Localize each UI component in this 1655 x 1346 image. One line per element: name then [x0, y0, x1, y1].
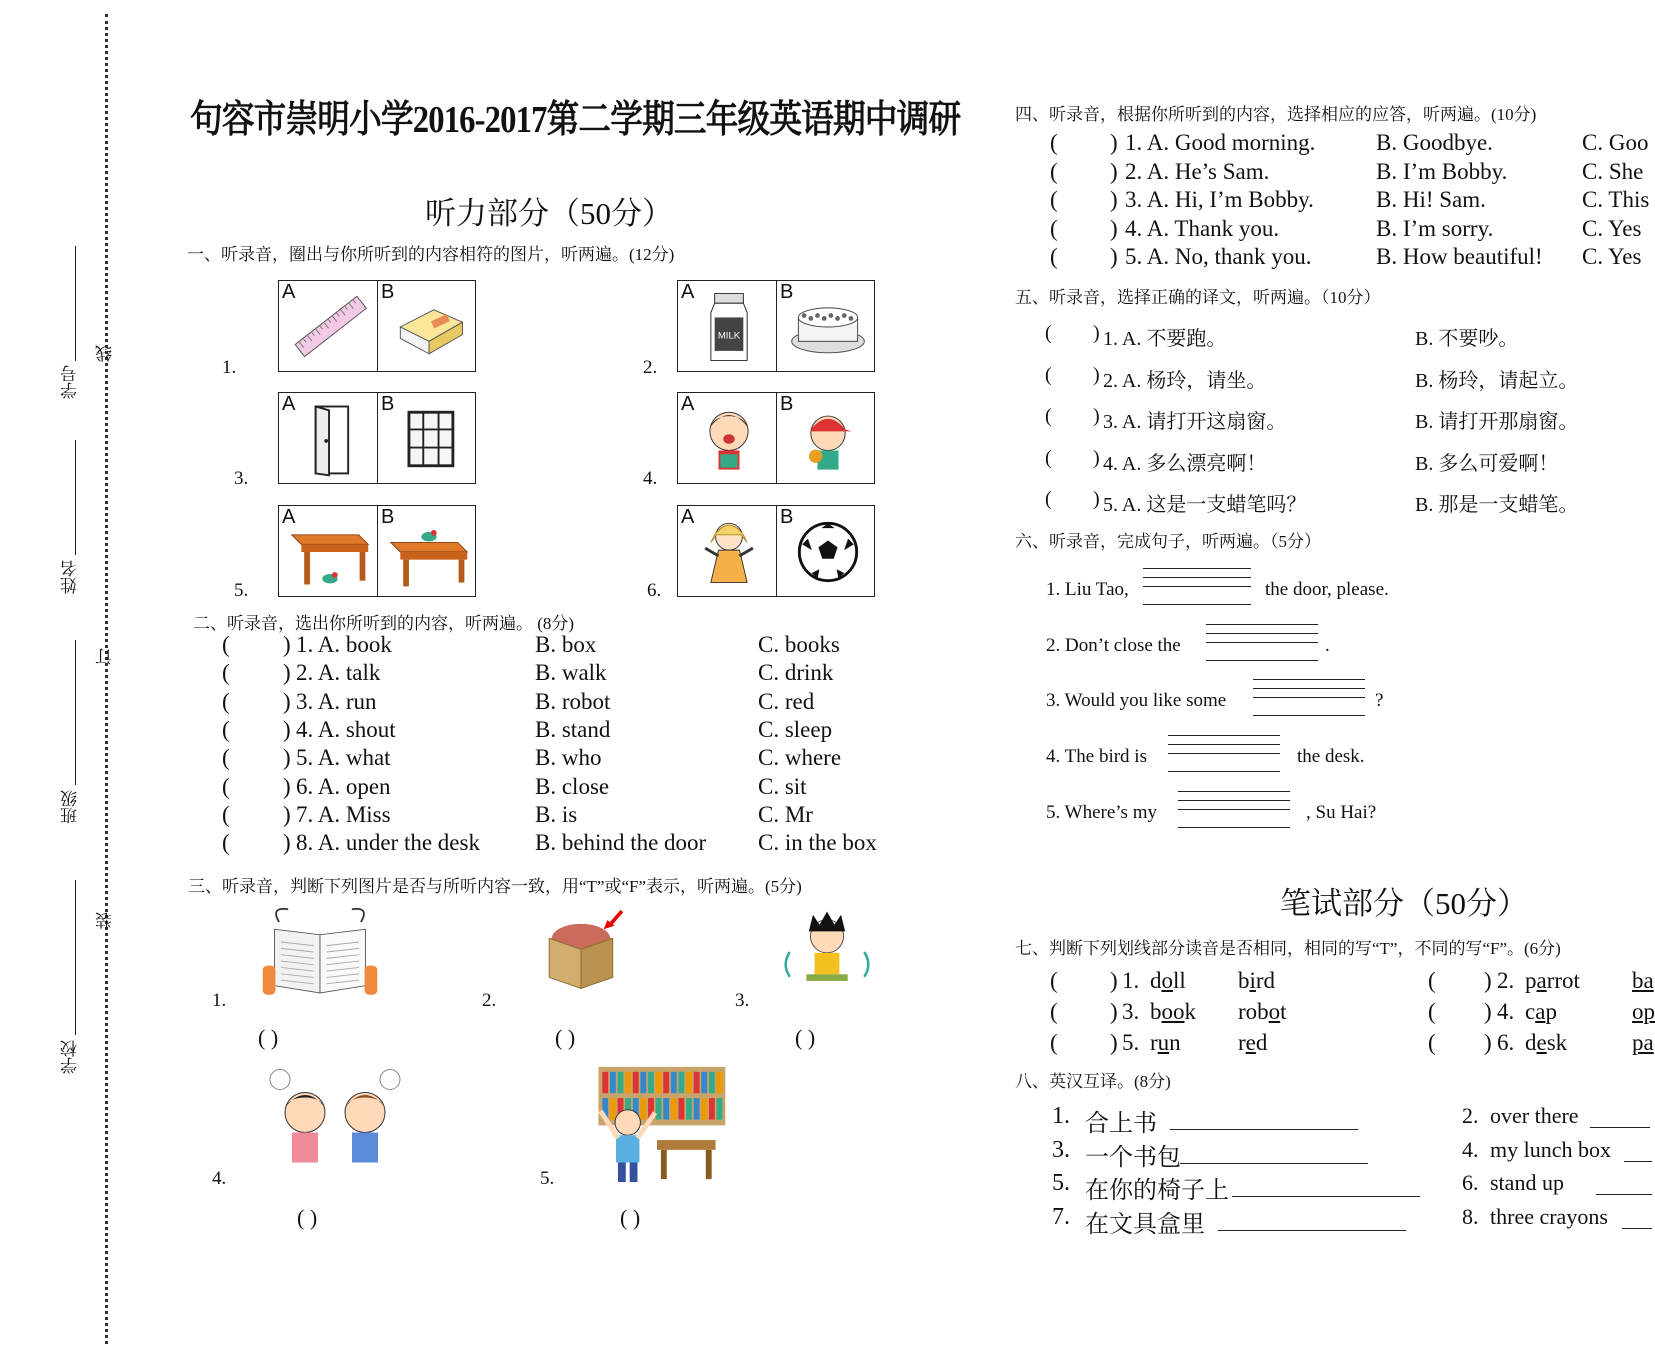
answer-bracket-close[interactable]: ) [1484, 1030, 1492, 1055]
option-a: 4. A. shout [296, 716, 396, 742]
class-line[interactable] [75, 640, 76, 785]
option-c: C. sit [758, 773, 807, 799]
sentence-end: . [1325, 635, 1330, 656]
sec1-option-a[interactable] [279, 281, 377, 371]
sec2-instruction: 二、听录音，选出你所听到的内容，听两遍。 (8分) [193, 614, 575, 633]
sec1-option-a[interactable] [678, 506, 776, 596]
sec3-instruction: 三、听录音，判断下列图片是否与所听内容一致，用“T”或“F”表示，听两遍。(5分) [188, 877, 802, 896]
option-a: 3. A. 请打开这扇窗。 [1103, 411, 1287, 433]
listening-section-title: 听力部分（50分） [425, 196, 673, 231]
answer-line[interactable] [1232, 1196, 1420, 1197]
word-two-part: b [1238, 968, 1250, 993]
bird-under-desk-icon [287, 512, 373, 592]
boy-sitting-icon [765, 902, 889, 1002]
option-b: B. 请打开那扇窗。 [1415, 411, 1579, 433]
word-three-part: e [1536, 1030, 1547, 1055]
sec5-instruction: 五、听录音，选择正确的译文，听两遍。（10分） [1015, 288, 1381, 307]
sec4-instruction: 四、听录音，根据你所听到的内容，选择相应的应答，听两遍。(10分) [1015, 105, 1537, 124]
writing-section-title: 笔试部分（50分） [1280, 886, 1528, 921]
answer-line[interactable] [1180, 1163, 1368, 1164]
class-label: 班级 [61, 790, 80, 824]
answer-bracket-open[interactable]: ( [222, 716, 230, 742]
eraser-icon [386, 287, 472, 367]
word-three [1525, 1030, 1567, 1056]
option-b: B. walk [535, 660, 607, 686]
word-two-part: i [1249, 968, 1256, 993]
option-a: 2. A. He’s Sam. [1125, 158, 1270, 184]
option-c: C. where [758, 745, 842, 771]
word-one-part: oo [1161, 999, 1185, 1024]
sec1-picture-pair [278, 392, 476, 484]
word-one-part: b [1150, 999, 1162, 1024]
answer-bracket-open[interactable]: ( [222, 632, 230, 657]
cake-icon [785, 287, 871, 367]
answer-blank[interactable] [1168, 735, 1280, 781]
answer-line[interactable] [1590, 1127, 1650, 1128]
english-phrase: three crayons [1490, 1203, 1608, 1229]
answer-blank[interactable] [1253, 679, 1365, 725]
word-two-part: o [1268, 999, 1281, 1024]
answer-bracket-close[interactable]: ) [1093, 322, 1100, 344]
answer-bracket-close[interactable]: ) [1110, 158, 1118, 184]
word-three [1525, 999, 1557, 1025]
sentence-start: 3. Would you like some [1046, 690, 1227, 711]
option-b: B. 不要吵。 [1415, 328, 1519, 350]
answer-bracket-close[interactable]: ) [1110, 187, 1118, 212]
word-three-part: sk [1546, 1030, 1568, 1055]
sec1-option-b[interactable] [377, 506, 476, 596]
answer-bracket-close[interactable]: ) [283, 688, 291, 714]
option-b: B. box [535, 632, 597, 657]
option-b: B. who [535, 745, 602, 771]
sec3-item-number: 2. [482, 990, 497, 1011]
sec1-option-a[interactable] [279, 506, 377, 596]
item-number: 3. [1122, 999, 1140, 1024]
answer-bracket-open[interactable]: ( [1050, 130, 1058, 155]
answer-line[interactable] [1622, 1228, 1652, 1229]
answer-bracket-open[interactable]: ( [222, 745, 230, 771]
word-one-part: n [1169, 1030, 1181, 1055]
answer-bracket-open[interactable]: ( [222, 830, 230, 856]
answer-bracket-close[interactable]: ) [1093, 405, 1100, 427]
translation-number: 6. [1462, 1170, 1479, 1195]
answer-line[interactable] [1218, 1230, 1406, 1231]
answer-bracket-close[interactable]: ) [1093, 363, 1100, 386]
option-letter: A [681, 393, 695, 415]
word-three-part: a [1535, 999, 1546, 1024]
option-a: 5. A. 这是一支蜡笔吗？ [1103, 494, 1307, 516]
svg-text:MILK: MILK [717, 330, 741, 342]
option-letter: A [282, 393, 296, 415]
sentence-end: ? [1375, 690, 1384, 711]
option-letter: B [381, 393, 395, 415]
sec1-option-b[interactable] [776, 281, 875, 371]
word-two-part: rd [1255, 968, 1276, 993]
word-one-part: r [1150, 1030, 1158, 1055]
ding-label: 订 [96, 648, 115, 665]
sentence-end: the desk. [1297, 746, 1365, 767]
item-number: 4. [1497, 999, 1515, 1024]
answer-bracket-close[interactable]: ) [283, 773, 291, 799]
sentence-start: 5. Where’s my [1046, 802, 1157, 823]
answer-bracket-open[interactable]: ( [1045, 488, 1052, 510]
sec3-item-number: 4. [212, 1168, 227, 1189]
sec1-picture-pair [677, 280, 875, 372]
zhuang-label: 装 [96, 912, 115, 929]
word-three-part: a [1536, 968, 1547, 993]
option-a: 1. A. 不要跑。 [1103, 328, 1227, 350]
answer-line[interactable] [1170, 1129, 1358, 1130]
answer-bracket-close[interactable]: ) [1110, 130, 1118, 155]
answer-line[interactable] [1596, 1194, 1652, 1195]
boy-with-cap-icon [785, 399, 871, 479]
option-letter: A [282, 281, 296, 303]
word-one [1150, 968, 1186, 994]
option-a: 1. A. Good morning. [1125, 130, 1316, 155]
sec8-instruction: 八、英汉互译。(8分) [1015, 1072, 1171, 1091]
sec1-instruction: 一、听录音，圈出与你所听到的内容相符的图片，听两遍。(12分) [187, 245, 675, 264]
answer-bracket-open[interactable]: ( [1050, 215, 1058, 241]
open-box-icon [510, 902, 652, 1002]
word-one-part: d [1150, 968, 1162, 993]
answer-bracket-close[interactable]: ) [1093, 488, 1100, 510]
english-phrase: my lunch box [1490, 1136, 1611, 1162]
option-b: B. Hi! Sam. [1376, 187, 1486, 212]
answer-bracket-open[interactable]: ( [1050, 244, 1058, 269]
translation-number: 7. [1052, 1203, 1070, 1230]
sec3-answer-bracket[interactable]: ( ) [795, 1025, 816, 1050]
answer-blank[interactable] [1143, 568, 1251, 614]
answer-bracket-open[interactable]: ( [222, 773, 230, 799]
translation-number: 8. [1462, 1203, 1479, 1229]
sec6-instruction: 六、听录音，完成句子，听两遍。（5分） [1015, 532, 1321, 551]
option-c: C. This [1582, 187, 1650, 212]
option-letter: A [681, 281, 695, 303]
answer-bracket-open[interactable]: ( [1045, 405, 1052, 427]
option-c: C. Yes [1582, 244, 1642, 269]
answer-bracket-close[interactable]: ) [283, 632, 291, 657]
option-c: C. red [758, 688, 815, 714]
option-c: C. in the box [758, 830, 877, 856]
answer-blank[interactable] [1206, 624, 1318, 670]
sentence-end: , Su Hai? [1306, 802, 1377, 823]
word-two [1238, 999, 1287, 1025]
option-a: 5. A. what [296, 745, 391, 771]
sec3-item-number: 1. [212, 990, 227, 1011]
option-b: B. stand [535, 716, 611, 742]
option-letter: B [780, 281, 794, 303]
option-a: 7. A. Miss [296, 801, 391, 827]
option-b: B. I’m Bobby. [1376, 158, 1508, 184]
option-a: 3. A. Hi, I’m Bobby. [1125, 187, 1314, 212]
answer-bracket-open[interactable]: ( [1045, 363, 1052, 386]
word-two-part: rob [1238, 999, 1269, 1024]
answer-bracket-close[interactable]: ) [283, 830, 291, 856]
word-two-part: e [1245, 1030, 1256, 1055]
word-three-part: c [1525, 999, 1536, 1024]
chinese-phrase: 一个书包 [1085, 1144, 1181, 1171]
sec1-item-number: 6. [647, 580, 662, 601]
word-four: pa [1632, 1030, 1654, 1055]
option-b: B. 多么可爱啊！ [1415, 452, 1559, 475]
chinese-phrase: 在你的椅子上 [1085, 1178, 1229, 1204]
name-label: 姓名 [61, 560, 80, 594]
option-c: C. books [758, 632, 840, 657]
item-number: 2. [1497, 968, 1515, 993]
word-two [1238, 1030, 1267, 1056]
translation-number: 1. [1052, 1103, 1070, 1129]
answer-bracket-open[interactable]: ( [1428, 999, 1436, 1024]
word-three-part: p [1545, 999, 1557, 1024]
english-phrase: over there [1490, 1103, 1579, 1128]
sec1-picture-pair [677, 505, 875, 597]
sec1-picture-pair [278, 280, 476, 372]
shouting-girl-icon [686, 399, 772, 479]
item-number: 1. [1122, 968, 1140, 993]
bird-on-desk-icon [386, 512, 472, 592]
answer-blank[interactable] [1178, 791, 1290, 837]
option-a: 8. A. under the desk [296, 830, 480, 856]
option-a: 4. A. 多么漂亮啊！ [1103, 452, 1267, 475]
answer-bracket-close[interactable]: ) [1110, 999, 1118, 1024]
sec1-option-b[interactable] [377, 393, 476, 483]
answer-bracket-open[interactable]: ( [1050, 1030, 1058, 1055]
sec1-option-b[interactable] [377, 281, 476, 371]
school-line[interactable] [75, 880, 76, 1035]
option-letter: B [780, 506, 794, 528]
chinese-phrase: 在文具盒里 [1085, 1211, 1205, 1238]
word-one-part: k [1184, 999, 1196, 1024]
football-icon [785, 512, 871, 592]
library-boy-icon [576, 1062, 738, 1184]
sec3-item-number: 5. [540, 1168, 555, 1189]
sec1-item-number: 2. [643, 357, 658, 378]
sec1-item-number: 1. [222, 357, 237, 378]
option-letter: A [681, 506, 695, 528]
answer-line[interactable] [1624, 1161, 1652, 1162]
word-three-part: d [1525, 1030, 1537, 1055]
word-two-part: r [1238, 1030, 1246, 1055]
sec1-option-a[interactable] [678, 281, 776, 371]
word-one [1150, 1030, 1181, 1056]
item-number: 5. [1122, 1030, 1140, 1055]
answer-bracket-open[interactable]: ( [1428, 968, 1436, 993]
answer-bracket-close[interactable]: ) [283, 801, 291, 827]
option-b: B. Goodbye. [1376, 130, 1493, 155]
sentence-start: 4. The bird is [1046, 746, 1147, 767]
student-number-label: 学号 [61, 365, 80, 399]
translation-number: 2. [1462, 1103, 1479, 1128]
sec3-answer-bracket[interactable]: ( ) [258, 1025, 279, 1050]
answer-bracket-close[interactable]: ) [1093, 446, 1100, 469]
ruler-icon [287, 287, 373, 367]
sentence-end: the door, please. [1265, 579, 1389, 600]
sec1-picture-pair [278, 505, 476, 597]
sec1-item-number: 4. [643, 468, 658, 489]
answer-bracket-close[interactable]: ) [1484, 968, 1492, 993]
student-number-line[interactable] [75, 246, 76, 361]
english-phrase: stand up [1490, 1170, 1564, 1195]
option-b: B. 杨玲，请起立。 [1415, 369, 1579, 392]
item-number: 6. [1497, 1030, 1515, 1055]
option-b: B. I’m sorry. [1376, 215, 1494, 241]
sec1-item-number: 3. [234, 468, 249, 489]
option-letter: A [282, 506, 296, 528]
option-b: B. robot [535, 688, 611, 714]
window-icon [386, 399, 472, 479]
answer-bracket-close[interactable]: ) [283, 745, 291, 771]
option-c: C. Yes [1582, 215, 1642, 241]
translation-number: 4. [1462, 1136, 1479, 1162]
answer-bracket-open[interactable]: ( [1045, 446, 1052, 469]
binding-dotted-line [105, 14, 108, 1344]
doll-icon [686, 512, 772, 592]
word-one-part: u [1157, 1030, 1170, 1055]
sentence-start: 1. Liu Tao, [1046, 579, 1129, 600]
word-two [1238, 968, 1275, 994]
option-a: 2. A. 杨玲，请坐。 [1103, 369, 1267, 392]
option-a: 5. A. No, thank you. [1125, 244, 1312, 269]
sentence-start: 2. Don’t close the [1046, 635, 1181, 656]
option-letter: B [381, 281, 395, 303]
page-title: 句容市崇明小学2016-2017第二学期三年级英语期中调研 [190, 99, 961, 141]
option-b: B. close [535, 773, 610, 799]
word-one-part: ll [1173, 968, 1186, 993]
sec1-option-a[interactable] [678, 393, 776, 483]
word-four: ba [1632, 968, 1654, 993]
answer-bracket-open[interactable]: ( [1050, 968, 1058, 993]
option-c: C. sleep [758, 716, 833, 742]
word-two-part: t [1280, 999, 1287, 1024]
sec7-instruction: 七、判断下列划线部分读音是否相同，相同的写“T”，不同的写“F”。(6分) [1015, 939, 1561, 958]
answer-bracket-open[interactable]: ( [222, 660, 230, 686]
word-three-part: rrot [1546, 968, 1580, 993]
sec3-item-number: 3. [735, 990, 750, 1011]
translation-number: 3. [1052, 1136, 1070, 1163]
option-a: 1. A. book [296, 632, 392, 657]
answer-bracket-close[interactable]: ) [1110, 215, 1118, 241]
answer-bracket-open[interactable]: ( [222, 688, 230, 714]
answer-bracket-open[interactable]: ( [222, 801, 230, 827]
sec1-picture-pair [677, 392, 875, 484]
option-a: 6. A. open [296, 773, 391, 799]
option-letter: B [780, 393, 794, 415]
answer-bracket-close[interactable]: ) [1110, 968, 1118, 993]
option-c: C. Mr [758, 801, 813, 827]
answer-bracket-open[interactable]: ( [1050, 999, 1058, 1024]
answer-bracket-close[interactable]: ) [1110, 1030, 1118, 1055]
option-c: C. She [1582, 158, 1644, 184]
answer-bracket-close[interactable]: ) [283, 716, 291, 742]
option-b: B. is [535, 801, 578, 827]
school-label: 学校 [61, 1040, 80, 1074]
translation-number: 5. [1052, 1170, 1070, 1196]
word-two-part: d [1255, 1030, 1268, 1055]
option-a: 3. A. run [296, 688, 377, 714]
word-one-part: o [1161, 968, 1173, 993]
answer-bracket-open[interactable]: ( [1050, 187, 1058, 212]
open-book-icon [245, 902, 395, 1002]
name-line[interactable] [75, 440, 76, 555]
answer-bracket-close[interactable]: ) [1484, 999, 1492, 1024]
two-girls-talking-icon [250, 1056, 420, 1184]
option-letter: B [381, 506, 395, 528]
option-b: B. How beautiful! [1376, 244, 1543, 269]
sec3-answer-bracket[interactable]: ( ) [620, 1205, 641, 1230]
word-three [1525, 968, 1580, 994]
milk-carton-icon [686, 287, 772, 367]
answer-bracket-open[interactable]: ( [1050, 158, 1058, 184]
sec3-answer-bracket[interactable]: ( ) [297, 1205, 318, 1230]
word-three-part: p [1525, 968, 1537, 993]
door-icon [287, 399, 373, 479]
answer-bracket-close[interactable]: ) [1110, 244, 1118, 269]
word-one [1150, 999, 1196, 1025]
line-label: 线 [96, 345, 115, 362]
answer-bracket-open[interactable]: ( [1428, 1030, 1436, 1055]
option-c: C. Goo [1582, 130, 1649, 155]
sec1-option-a[interactable] [279, 393, 377, 483]
sec1-option-b[interactable] [776, 506, 875, 596]
sec1-option-b[interactable] [776, 393, 875, 483]
option-a: 4. A. Thank you. [1125, 215, 1280, 241]
option-a: 2. A. talk [296, 660, 381, 686]
sec1-item-number: 5. [234, 580, 249, 601]
option-b: B. 那是一支蜡笔。 [1415, 494, 1579, 516]
sec3-answer-bracket[interactable]: ( ) [555, 1025, 576, 1050]
option-c: C. drink [758, 660, 834, 686]
word-four: op [1632, 999, 1655, 1024]
option-b: B. behind the door [535, 830, 707, 856]
chinese-phrase: 合上书 [1085, 1111, 1157, 1137]
answer-bracket-open[interactable]: ( [1045, 322, 1052, 344]
answer-bracket-close[interactable]: ) [283, 660, 291, 686]
